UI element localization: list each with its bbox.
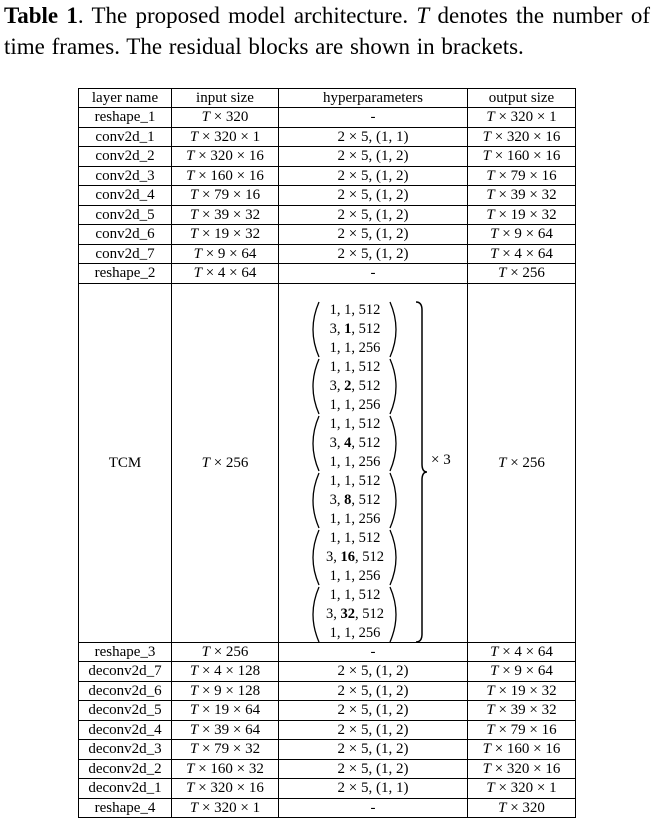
left-paren — [313, 473, 319, 528]
output-size-cell-dims: × 4 × 64 — [498, 245, 553, 262]
layer-name-cell: deconv2d_7 — [79, 662, 172, 682]
hyperparameters-cell: - — [279, 642, 468, 662]
layer-name-cell: reshape_1 — [79, 108, 172, 128]
hyperparameters-cell: 2 × 5, (1, 2) — [279, 759, 468, 779]
output-size-cell-dims: × 320 — [506, 799, 545, 816]
tcm-block-line — [320, 396, 390, 415]
hyperparameters-cell: - — [279, 264, 468, 284]
tcm-block-line — [320, 472, 390, 491]
tcm-hyperparameters — [279, 283, 468, 642]
line-prefix: 3, — [329, 377, 345, 394]
time-symbol: T — [486, 206, 495, 223]
input-size-cell — [172, 166, 279, 186]
table-row — [79, 264, 576, 284]
caption-label: Table 1 — [4, 3, 78, 28]
output-size-cell — [468, 798, 576, 818]
output-size-cell-dims: × 4 × 64 — [498, 643, 553, 660]
input-size-cell-dims: × 256 — [209, 643, 249, 660]
output-size-cell — [468, 264, 576, 284]
hyperparameters-cell: 2 × 5, (1, 2) — [279, 186, 468, 206]
right-paren — [390, 416, 396, 471]
table-row — [79, 681, 576, 701]
line-prefix: 1, 1, 512 — [329, 586, 381, 603]
hyperparameters-cell: 2 × 5, (1, 2) — [279, 147, 468, 167]
table-body-bottom — [79, 642, 576, 818]
time-symbol: T — [193, 265, 202, 282]
right-paren — [390, 302, 396, 357]
time-symbol: T — [186, 780, 195, 797]
input-size-cell — [172, 779, 279, 799]
line-prefix: 3, — [329, 491, 345, 508]
time-symbol: T — [189, 226, 199, 243]
tcm-block-line — [320, 453, 390, 472]
right-brace — [416, 302, 427, 642]
output-size-cell — [468, 186, 576, 206]
output-size-cell-dims: × 9 × 64 — [498, 226, 553, 243]
left-paren — [313, 530, 319, 585]
line-suffix: , 512 — [351, 491, 381, 508]
input-size-cell-dims: × 79 × 32 — [198, 741, 261, 758]
hyperparameters-cell: - — [279, 798, 468, 818]
time-symbol: T — [201, 454, 210, 471]
tcm-block-line — [320, 339, 390, 358]
layer-name-cell: conv2d_3 — [79, 166, 172, 186]
input-size-cell-dims: × 160 × 32 — [194, 760, 264, 777]
output-size-cell-dims: × 320 × 16 — [490, 128, 561, 145]
header-layer-name: layer name — [79, 89, 172, 108]
input-size-cell — [172, 662, 279, 682]
time-symbol: T — [486, 780, 495, 797]
caption-text-2: denotes the number of time frames. The residual blocks are shown in brackets. — [4, 3, 651, 59]
line-prefix: 1, 1, 512 — [329, 301, 381, 318]
left-paren — [313, 587, 319, 642]
time-symbol: T — [482, 760, 491, 777]
dilation-value: 1 — [344, 320, 352, 337]
tcm-input-size — [172, 283, 279, 642]
line-prefix: 1, 1, 256 — [329, 453, 381, 470]
output-size-cell-dims: × 19 × 32 — [494, 682, 557, 699]
dilation-value: 16 — [340, 548, 355, 565]
right-paren — [390, 359, 396, 414]
output-size-cell — [468, 166, 576, 186]
input-size-cell-dims: × 19 × 32 — [198, 226, 261, 243]
input-size-cell-dims: × 4 × 128 — [198, 663, 261, 680]
dilation-value: 32 — [340, 605, 355, 622]
table-row — [79, 186, 576, 206]
layer-name-cell: deconv2d_3 — [79, 740, 172, 760]
line-suffix: , 512 — [355, 605, 384, 622]
hyperparameters-cell: 2 × 5, (1, 2) — [279, 205, 468, 225]
line-prefix: 1, 1, 256 — [329, 396, 381, 413]
hyperparameters-cell: 2 × 5, (1, 2) — [279, 701, 468, 721]
time-symbol: T — [189, 799, 199, 816]
time-symbol: T — [201, 643, 210, 660]
time-symbol: T — [189, 187, 199, 204]
table-row — [79, 205, 576, 225]
table-row — [79, 740, 576, 760]
time-symbol: T — [490, 245, 499, 262]
output-size-cell-dims: × 160 × 16 — [490, 148, 561, 165]
time-symbol: T — [189, 721, 199, 738]
left-paren — [313, 359, 319, 414]
input-size-cell — [172, 108, 279, 128]
line-suffix: , 512 — [355, 548, 384, 565]
input-size-cell — [172, 205, 279, 225]
layer-name-cell: conv2d_1 — [79, 127, 172, 147]
time-symbol: T — [486, 109, 495, 126]
input-size-cell — [172, 759, 279, 779]
input-size-cell — [172, 127, 279, 147]
input-size-cell-dims: × 9 × 128 — [198, 682, 261, 699]
tcm-block-line — [320, 320, 390, 339]
input-size-cell-dims: × 320 × 1 — [198, 799, 261, 816]
output-size-cell — [468, 147, 576, 167]
output-size-cell-dims: × 19 × 32 — [494, 206, 557, 223]
line-prefix: 1, 1, 256 — [329, 510, 381, 527]
input-size-cell-dims: × 19 × 64 — [198, 702, 261, 719]
header-hyperparameters: hyperparameters — [279, 89, 468, 108]
time-symbol: T — [482, 148, 491, 165]
hyperparameters-cell: 2 × 5, (1, 2) — [279, 681, 468, 701]
time-symbol: T — [486, 721, 495, 738]
right-paren — [390, 530, 396, 585]
line-prefix: 1, 1, 512 — [329, 529, 381, 546]
output-size-cell-dims: × 79 × 16 — [494, 721, 557, 738]
table-row — [79, 642, 576, 662]
layer-name-cell: reshape_3 — [79, 642, 172, 662]
tcm-block-list — [320, 301, 390, 643]
layer-name-cell: conv2d_6 — [79, 225, 172, 245]
dilation-value: 8 — [344, 491, 352, 508]
layer-name-cell: conv2d_4 — [79, 186, 172, 206]
table-caption — [4, 0, 650, 62]
output-size-cell — [468, 642, 576, 662]
output-size-cell-dims: × 256 — [506, 265, 545, 282]
table-row — [79, 662, 576, 682]
time-symbol: T — [498, 265, 507, 282]
time-symbol: T — [189, 128, 199, 145]
time-symbol: T — [189, 206, 199, 223]
tcm-block-line — [320, 415, 390, 434]
input-size-cell — [172, 681, 279, 701]
hyperparameters-cell: 2 × 5, (1, 2) — [279, 244, 468, 264]
caption-text-1: . The proposed model architecture. — [77, 3, 417, 28]
dilation-value: 4 — [344, 434, 352, 451]
table-row — [79, 798, 576, 818]
hyperparameters-cell: - — [279, 108, 468, 128]
input-size-cell — [172, 798, 279, 818]
table-row — [79, 244, 576, 264]
line-prefix: 3, — [329, 320, 345, 337]
time-symbol: T — [490, 643, 499, 660]
time-symbol: T — [490, 663, 499, 680]
line-prefix: 1, 1, 256 — [329, 624, 381, 641]
input-size-cell-dims: × 4 × 64 — [201, 265, 257, 282]
layer-name-cell: deconv2d_5 — [79, 701, 172, 721]
output-size-cell — [468, 225, 576, 245]
line-prefix: 1, 1, 512 — [329, 415, 381, 432]
input-size-cell — [172, 740, 279, 760]
layer-name-cell: reshape_2 — [79, 264, 172, 284]
tcm-block-line — [320, 624, 390, 643]
time-symbol: T — [486, 702, 495, 719]
line-prefix: 1, 1, 256 — [329, 567, 381, 584]
hyperparameters-cell: 2 × 5, (1, 2) — [279, 225, 468, 245]
table-row — [79, 127, 576, 147]
input-size-cell-dims: × 160 × 16 — [194, 167, 264, 184]
table-row — [79, 720, 576, 740]
tcm-output-size — [468, 283, 576, 642]
tcm-row — [79, 283, 576, 642]
tcm-block-line — [320, 548, 390, 567]
output-size-cell — [468, 779, 576, 799]
input-size-cell — [172, 147, 279, 167]
input-size-cell — [172, 225, 279, 245]
caption-T-symbol: T — [416, 3, 430, 28]
output-size-cell — [468, 205, 576, 225]
tcm-block-line — [320, 377, 390, 396]
table-row — [79, 108, 576, 128]
output-size-cell — [468, 127, 576, 147]
output-size-cell — [468, 759, 576, 779]
time-symbol: T — [486, 167, 495, 184]
dilation-value: 2 — [344, 377, 352, 394]
layer-name-cell: conv2d_7 — [79, 244, 172, 264]
header-input-size: input size — [172, 89, 279, 108]
tcm-block-line — [320, 301, 390, 320]
input-size-cell — [172, 264, 279, 284]
output-size-cell — [468, 662, 576, 682]
output-size-cell-dims: × 160 × 16 — [490, 741, 561, 758]
line-prefix: 3, — [326, 605, 341, 622]
tcm-block-line — [320, 510, 390, 529]
input-size-cell-dims: × 320 × 16 — [194, 780, 264, 797]
line-suffix: , 512 — [351, 434, 381, 451]
output-size-cell — [468, 720, 576, 740]
input-size-cell-dims: × 79 × 16 — [198, 187, 261, 204]
hyperparameters-cell: 2 × 5, (1, 2) — [279, 720, 468, 740]
layer-name-cell: conv2d_2 — [79, 147, 172, 167]
input-size-cell-dims: × 39 × 64 — [198, 721, 261, 738]
time-symbol: T — [490, 226, 499, 243]
architecture-table — [78, 88, 576, 818]
table-body-top — [79, 108, 576, 284]
time-symbol: T — [189, 741, 199, 758]
input-size-cell-dims: × 9 × 64 — [201, 245, 257, 262]
table-row — [79, 759, 576, 779]
output-size-cell-dims: × 320 × 16 — [490, 760, 561, 777]
time-symbol: T — [186, 148, 195, 165]
table-row — [79, 147, 576, 167]
input-size-cell-dims: × 39 × 32 — [198, 206, 261, 223]
output-size-cell-dims: × 39 × 32 — [494, 702, 557, 719]
tcm-layer-name: TCM — [79, 283, 172, 642]
line-prefix: 1, 1, 512 — [329, 472, 381, 489]
table-row — [79, 166, 576, 186]
line-suffix: , 512 — [351, 320, 381, 337]
line-suffix: , 512 — [351, 377, 381, 394]
hyperparameters-cell: 2 × 5, (1, 2) — [279, 166, 468, 186]
output-size-cell — [468, 244, 576, 264]
output-size-cell — [468, 701, 576, 721]
time-symbol: T — [186, 167, 195, 184]
output-size-cell-dims: × 9 × 64 — [498, 663, 553, 680]
hyperparameters-cell: 2 × 5, (1, 1) — [279, 127, 468, 147]
input-size-cell-dims: × 320 — [209, 109, 249, 126]
time-symbol: T — [486, 187, 495, 204]
hyperparameters-cell: 2 × 5, (1, 1) — [279, 779, 468, 799]
output-size-cell-dims: × 320 × 1 — [494, 109, 557, 126]
input-size-cell — [172, 720, 279, 740]
hyperparameters-cell: 2 × 5, (1, 2) — [279, 662, 468, 682]
table-row — [79, 701, 576, 721]
input-size-cell-dims: × 320 × 16 — [194, 148, 264, 165]
output-size-cell — [468, 740, 576, 760]
layer-name-cell: reshape_4 — [79, 798, 172, 818]
layer-name-cell: deconv2d_4 — [79, 720, 172, 740]
layer-name-cell: deconv2d_2 — [79, 759, 172, 779]
layer-name-cell: conv2d_5 — [79, 205, 172, 225]
output-size-cell-dims: × 79 × 16 — [494, 167, 557, 184]
time-symbol: T — [189, 663, 199, 680]
output-size-cell-dims: × 39 × 32 — [494, 187, 557, 204]
tcm-input-dims: × 256 — [209, 454, 249, 471]
left-paren — [313, 416, 319, 471]
time-symbol: T — [498, 799, 507, 816]
time-symbol: T — [186, 760, 195, 777]
header-row — [79, 89, 576, 108]
input-size-cell — [172, 701, 279, 721]
time-symbol: T — [189, 682, 199, 699]
time-symbol: T — [498, 454, 507, 471]
output-size-cell-dims: × 320 × 1 — [494, 780, 557, 797]
input-size-cell — [172, 244, 279, 264]
table-row — [79, 779, 576, 799]
hyperparameters-cell: 2 × 5, (1, 2) — [279, 740, 468, 760]
tcm-blocks — [279, 284, 467, 642]
time-symbol: T — [201, 109, 210, 126]
tcm-block-line — [320, 586, 390, 605]
repeat-label: × 3 — [431, 451, 451, 468]
output-size-cell — [468, 108, 576, 128]
line-prefix: 1, 1, 256 — [329, 339, 381, 356]
right-paren — [390, 473, 396, 528]
table-row — [79, 225, 576, 245]
line-prefix: 3, — [329, 434, 345, 451]
right-paren — [390, 587, 396, 642]
tcm-output-dims: × 256 — [506, 454, 545, 471]
tcm-block-line — [320, 434, 390, 453]
tcm-block-line — [320, 605, 390, 624]
time-symbol: T — [193, 245, 202, 262]
left-paren — [313, 302, 319, 357]
time-symbol: T — [482, 741, 491, 758]
input-size-cell — [172, 642, 279, 662]
time-symbol: T — [482, 128, 491, 145]
tcm-section — [79, 283, 576, 642]
tcm-block-line — [320, 358, 390, 377]
input-size-cell — [172, 186, 279, 206]
header-output-size: output size — [468, 89, 576, 108]
output-size-cell — [468, 681, 576, 701]
line-prefix: 1, 1, 512 — [329, 358, 381, 375]
time-symbol: T — [486, 682, 495, 699]
tcm-block-line — [320, 529, 390, 548]
input-size-cell-dims: × 320 × 1 — [198, 128, 261, 145]
layer-name-cell: deconv2d_6 — [79, 681, 172, 701]
tcm-block-line — [320, 567, 390, 586]
line-prefix: 3, — [326, 548, 341, 565]
time-symbol: T — [189, 702, 199, 719]
tcm-block-line — [320, 491, 390, 510]
layer-name-cell: deconv2d_1 — [79, 779, 172, 799]
